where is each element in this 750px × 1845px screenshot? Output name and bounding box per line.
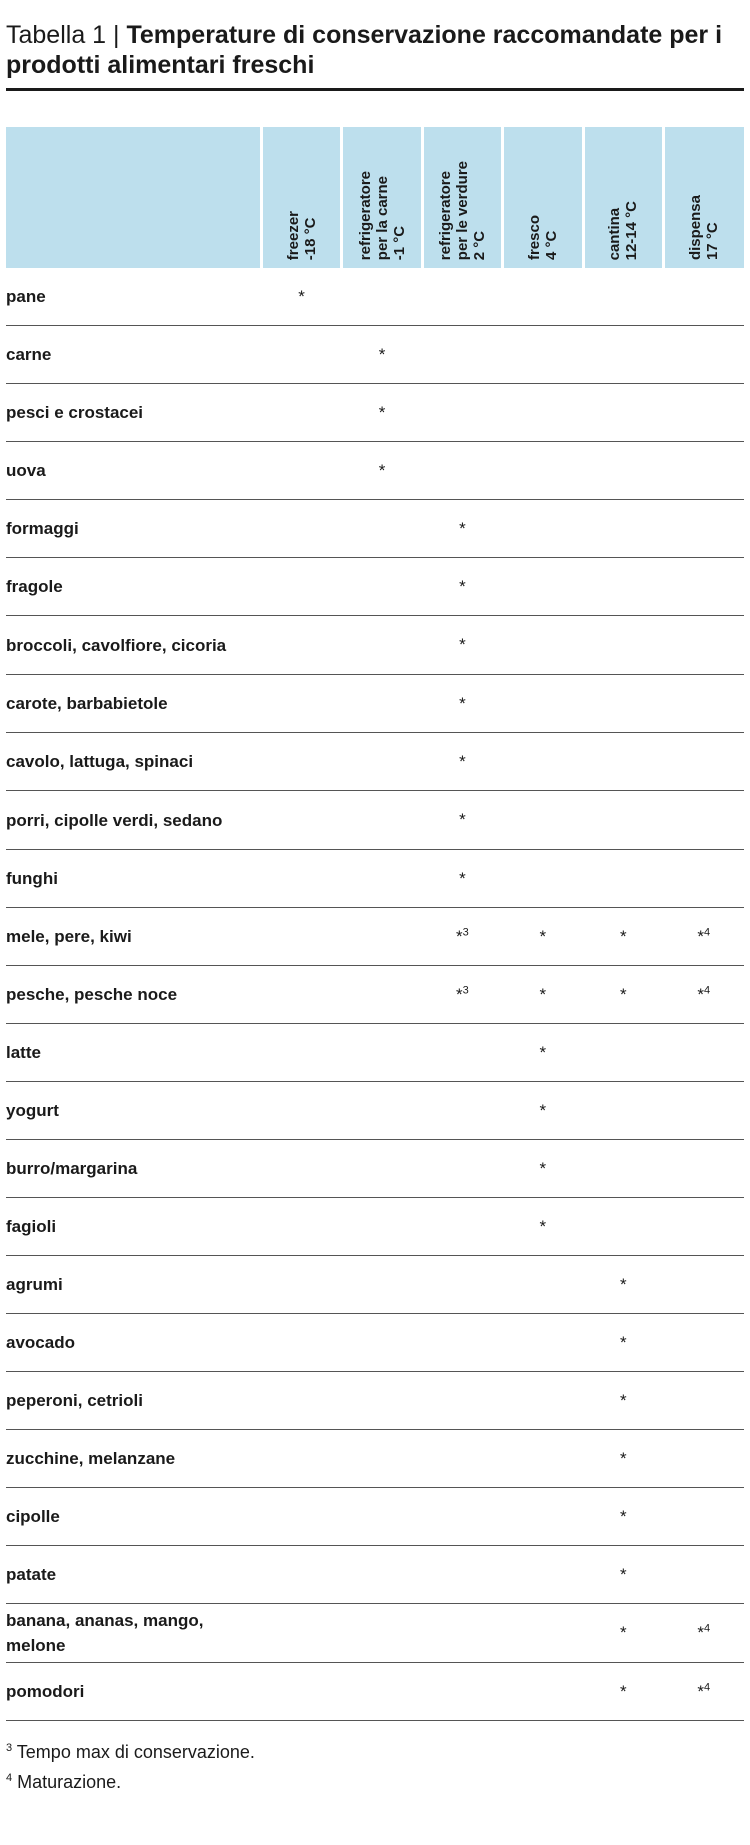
table-row xyxy=(6,1430,744,1488)
asterisk-mark: * xyxy=(697,1681,704,1701)
storage-mark-cell xyxy=(261,1082,341,1140)
column-header-line: -18 °C xyxy=(301,217,319,260)
table-row xyxy=(6,616,744,675)
food-label: fragole xyxy=(6,558,261,616)
asterisk-mark: * xyxy=(619,1390,627,1410)
table-body xyxy=(6,268,744,1721)
storage-mark-cell xyxy=(261,1314,341,1372)
storage-mark-cell xyxy=(503,268,583,326)
asterisk-mark: * xyxy=(459,810,466,829)
storage-mark-cell xyxy=(261,675,341,733)
storage-mark-cell xyxy=(583,268,663,326)
asterisk-mark: * xyxy=(378,402,386,422)
storage-mark-cell xyxy=(663,1082,744,1140)
storage-mark-cell xyxy=(261,1198,341,1256)
storage-mark-cell xyxy=(583,1198,663,1256)
title-separator: | xyxy=(106,21,127,49)
storage-mark-cell xyxy=(261,850,341,908)
storage-mark-cell xyxy=(663,908,744,966)
footnote-ref: 4 xyxy=(703,925,711,938)
footnotes xyxy=(6,1735,255,1795)
column-header-line: 12-14 °C xyxy=(623,200,641,260)
header-row xyxy=(6,127,744,268)
storage-mark-cell xyxy=(663,850,744,908)
storage-temperature-table xyxy=(6,127,744,1721)
asterisk-mark: * xyxy=(619,984,627,1004)
storage-mark-cell xyxy=(342,966,422,1024)
food-label: zucchine, melanzane xyxy=(6,1430,261,1488)
storage-mark-cell xyxy=(663,1256,744,1314)
storage-mark-cell xyxy=(583,791,663,850)
column-header-line: per le verdure xyxy=(453,160,471,260)
storage-mark-cell xyxy=(261,326,341,384)
storage-mark-cell xyxy=(342,1488,422,1546)
storage-mark-cell xyxy=(261,1430,341,1488)
column-header-label xyxy=(437,161,488,260)
storage-mark-cell xyxy=(663,1546,744,1604)
column-header-2 xyxy=(422,127,502,268)
column-header-label xyxy=(526,215,560,260)
column-header-line: fresco xyxy=(525,214,543,260)
storage-mark-cell xyxy=(583,1488,663,1546)
column-header-line: per la carne xyxy=(373,175,391,260)
storage-mark-cell xyxy=(342,1663,422,1721)
column-header-3 xyxy=(503,127,583,268)
storage-mark-cell xyxy=(261,558,341,616)
storage-mark-cell xyxy=(261,1140,341,1198)
food-label: yogurt xyxy=(6,1082,261,1140)
storage-mark-cell xyxy=(261,384,341,442)
table-row xyxy=(6,908,744,966)
table-row xyxy=(6,850,744,908)
table-row xyxy=(6,500,744,558)
storage-mark-cell xyxy=(583,675,663,733)
storage-mark-cell xyxy=(342,1604,422,1663)
storage-mark-cell xyxy=(422,1024,502,1082)
food-label: pomodori xyxy=(6,1663,261,1721)
asterisk-mark: * xyxy=(619,1681,627,1701)
storage-mark-cell xyxy=(503,616,583,675)
storage-mark-cell xyxy=(422,1488,502,1546)
table-row xyxy=(6,442,744,500)
storage-mark-cell xyxy=(261,1256,341,1314)
column-header-line: freezer xyxy=(284,210,302,260)
storage-mark-cell xyxy=(583,500,663,558)
header-blank-cell xyxy=(6,127,261,268)
storage-mark-cell xyxy=(422,1372,502,1430)
storage-mark-cell xyxy=(503,1024,583,1082)
storage-mark-cell xyxy=(583,1024,663,1082)
storage-mark-cell xyxy=(583,442,663,500)
storage-mark-cell xyxy=(583,1314,663,1372)
food-label: porri, cipolle verdi, sedano xyxy=(6,791,261,850)
storage-mark-cell xyxy=(261,966,341,1024)
asterisk-mark: * xyxy=(298,286,305,306)
storage-mark-cell xyxy=(342,1430,422,1488)
storage-mark-cell xyxy=(663,1372,744,1430)
storage-mark-cell xyxy=(503,1430,583,1488)
storage-mark-cell xyxy=(503,1546,583,1604)
storage-mark-cell xyxy=(342,500,422,558)
asterisk-mark: * xyxy=(459,635,466,654)
storage-mark-cell xyxy=(663,1430,744,1488)
food-label: fagioli xyxy=(6,1198,261,1256)
food-label: cavolo, lattuga, spinaci xyxy=(6,733,261,791)
column-header-line: refrigeratore xyxy=(436,170,454,260)
asterisk-mark: * xyxy=(697,984,704,1004)
table-row xyxy=(6,558,744,616)
food-label: agrumi xyxy=(6,1256,261,1314)
storage-mark-cell xyxy=(342,791,422,850)
table-row xyxy=(6,1663,744,1721)
table-title xyxy=(6,20,744,80)
column-header-label xyxy=(687,195,721,260)
storage-mark-cell xyxy=(422,1546,502,1604)
storage-mark-cell xyxy=(503,1663,583,1721)
table-row xyxy=(6,1140,744,1198)
asterisk-mark: * xyxy=(539,926,547,946)
storage-mark-cell xyxy=(422,558,502,616)
storage-mark-cell xyxy=(503,966,583,1024)
storage-mark-cell xyxy=(583,1546,663,1604)
storage-mark-cell xyxy=(663,1140,744,1198)
asterisk-mark: * xyxy=(619,1274,627,1294)
asterisk-mark: * xyxy=(619,1506,627,1526)
storage-mark-cell xyxy=(422,1140,502,1198)
column-header-label xyxy=(357,171,408,260)
asterisk-mark: * xyxy=(619,1332,627,1352)
storage-mark-cell xyxy=(342,1198,422,1256)
food-label: patate xyxy=(6,1546,261,1604)
storage-mark-cell xyxy=(663,558,744,616)
footnote-ref: 4 xyxy=(703,1622,711,1635)
storage-mark-cell xyxy=(583,1256,663,1314)
storage-mark-cell xyxy=(422,442,502,500)
storage-mark-cell xyxy=(422,1256,502,1314)
asterisk-mark: * xyxy=(459,868,466,888)
asterisk-mark: * xyxy=(456,926,463,946)
storage-mark-cell xyxy=(663,1314,744,1372)
storage-mark-cell xyxy=(583,908,663,966)
asterisk-mark: * xyxy=(459,693,466,713)
food-label: banana, ananas, mango, melone xyxy=(6,1604,261,1663)
storage-mark-cell xyxy=(342,850,422,908)
asterisk-mark: * xyxy=(539,1100,547,1120)
title-divider xyxy=(6,88,744,91)
storage-mark-cell xyxy=(583,733,663,791)
storage-mark-cell xyxy=(583,850,663,908)
storage-mark-cell xyxy=(583,966,663,1024)
food-label: pesche, pesche noce xyxy=(6,966,261,1024)
column-header-line: 2 °C xyxy=(470,230,488,260)
column-header-line: -1 °C xyxy=(390,225,408,260)
asterisk-mark: * xyxy=(539,1042,547,1062)
storage-mark-cell xyxy=(342,326,422,384)
storage-mark-cell xyxy=(503,850,583,908)
storage-mark-cell xyxy=(663,384,744,442)
table-row xyxy=(6,384,744,442)
column-header-line: dispensa xyxy=(687,194,705,260)
storage-mark-cell xyxy=(503,1082,583,1140)
column-header-1 xyxy=(342,127,422,268)
table-row xyxy=(6,1024,744,1082)
asterisk-mark: * xyxy=(619,926,627,946)
storage-mark-cell xyxy=(663,500,744,558)
storage-mark-cell xyxy=(503,791,583,850)
storage-mark-cell xyxy=(261,908,341,966)
storage-mark-cell xyxy=(583,1604,663,1663)
asterisk-mark: * xyxy=(619,1623,627,1642)
storage-mark-cell xyxy=(342,1140,422,1198)
food-label: funghi xyxy=(6,850,261,908)
food-label: uova xyxy=(6,442,261,500)
storage-mark-cell xyxy=(583,1663,663,1721)
food-label: pesci e crostacei xyxy=(6,384,261,442)
storage-mark-cell xyxy=(261,1372,341,1430)
storage-mark-cell xyxy=(342,1024,422,1082)
food-label: pane xyxy=(6,268,261,326)
storage-mark-cell xyxy=(422,500,502,558)
table-row xyxy=(6,791,744,850)
column-header-0 xyxy=(261,127,341,268)
storage-mark-cell xyxy=(663,616,744,675)
storage-mark-cell xyxy=(503,733,583,791)
storage-mark-cell xyxy=(663,442,744,500)
asterisk-mark: * xyxy=(378,344,386,364)
storage-mark-cell xyxy=(663,1198,744,1256)
storage-mark-cell xyxy=(342,1082,422,1140)
column-header-line: cantina xyxy=(606,207,624,260)
storage-mark-cell xyxy=(422,326,502,384)
footnote-text: Tempo max di conservazione. xyxy=(12,1742,255,1762)
storage-mark-cell xyxy=(583,616,663,675)
storage-mark-cell xyxy=(503,1372,583,1430)
storage-mark-cell xyxy=(342,1372,422,1430)
storage-mark-cell xyxy=(342,675,422,733)
storage-mark-cell xyxy=(663,966,744,1024)
column-header-label xyxy=(285,211,319,260)
table-row xyxy=(6,1082,744,1140)
storage-mark-cell xyxy=(342,733,422,791)
asterisk-mark: * xyxy=(539,984,547,1004)
storage-mark-cell xyxy=(583,558,663,616)
asterisk-mark: * xyxy=(619,1448,627,1468)
storage-mark-cell xyxy=(342,908,422,966)
column-header-label xyxy=(606,201,640,260)
storage-mark-cell xyxy=(261,268,341,326)
column-header-line: refrigeratore xyxy=(356,170,374,260)
asterisk-mark: * xyxy=(459,576,466,596)
column-header-5 xyxy=(663,127,744,268)
footnote-text: Maturazione. xyxy=(12,1772,122,1792)
storage-mark-cell xyxy=(261,1663,341,1721)
storage-mark-cell xyxy=(663,733,744,791)
storage-mark-cell xyxy=(422,1663,502,1721)
table-row xyxy=(6,1198,744,1256)
food-label: broccoli, cavolfiore, cicoria xyxy=(6,616,261,675)
storage-mark-cell xyxy=(503,442,583,500)
storage-mark-cell xyxy=(342,268,422,326)
asterisk-mark: * xyxy=(697,926,704,946)
storage-mark-cell xyxy=(503,326,583,384)
food-label: burro/margarina xyxy=(6,1140,261,1198)
food-label: latte xyxy=(6,1024,261,1082)
storage-mark-cell xyxy=(261,1604,341,1663)
storage-mark-cell xyxy=(503,1198,583,1256)
storage-mark-cell xyxy=(422,850,502,908)
storage-mark-cell xyxy=(261,1488,341,1546)
table-row xyxy=(6,268,744,326)
storage-mark-cell xyxy=(583,1372,663,1430)
footnote-ref: 3 xyxy=(462,983,469,996)
storage-mark-cell xyxy=(503,675,583,733)
table-title-block xyxy=(6,20,744,80)
storage-mark-cell xyxy=(663,268,744,326)
footnote-ref: 4 xyxy=(703,1680,711,1693)
table-row xyxy=(6,966,744,1024)
storage-mark-cell xyxy=(663,675,744,733)
table-header xyxy=(6,127,744,268)
table-row xyxy=(6,733,744,791)
asterisk-mark: * xyxy=(697,1623,704,1642)
storage-mark-cell xyxy=(503,1256,583,1314)
storage-mark-cell xyxy=(342,384,422,442)
storage-mark-cell xyxy=(422,1198,502,1256)
storage-mark-cell xyxy=(342,616,422,675)
storage-mark-cell xyxy=(261,791,341,850)
footnote xyxy=(6,1735,255,1765)
storage-mark-cell xyxy=(261,500,341,558)
table-number: Tabella 1 xyxy=(6,21,107,49)
food-label: peperoni, cetrioli xyxy=(6,1372,261,1430)
storage-mark-cell xyxy=(422,384,502,442)
storage-mark-cell xyxy=(422,791,502,850)
asterisk-mark: * xyxy=(456,984,463,1004)
storage-mark-cell xyxy=(342,442,422,500)
storage-mark-cell xyxy=(422,616,502,675)
storage-mark-cell xyxy=(503,908,583,966)
storage-mark-cell xyxy=(261,733,341,791)
storage-mark-cell xyxy=(503,1314,583,1372)
storage-mark-cell xyxy=(342,1546,422,1604)
storage-mark-cell xyxy=(583,326,663,384)
asterisk-mark: * xyxy=(539,1216,547,1236)
food-label: carote, barbabietole xyxy=(6,675,261,733)
storage-mark-cell xyxy=(583,1430,663,1488)
storage-mark-cell xyxy=(663,1024,744,1082)
storage-mark-cell xyxy=(422,1082,502,1140)
footnote xyxy=(6,1765,255,1795)
table-row xyxy=(6,675,744,733)
storage-mark-cell xyxy=(261,616,341,675)
storage-mark-cell xyxy=(422,675,502,733)
food-label: mele, pere, kiwi xyxy=(6,908,261,966)
footnote-ref: 3 xyxy=(462,925,469,938)
asterisk-mark: * xyxy=(378,460,386,480)
asterisk-mark: * xyxy=(459,518,466,538)
food-label: formaggi xyxy=(6,500,261,558)
storage-mark-cell xyxy=(503,1140,583,1198)
storage-mark-cell xyxy=(422,966,502,1024)
storage-mark-cell xyxy=(422,1604,502,1663)
storage-mark-cell xyxy=(503,1604,583,1663)
table-row xyxy=(6,1256,744,1314)
table-row xyxy=(6,1314,744,1372)
storage-mark-cell xyxy=(583,1140,663,1198)
storage-mark-cell xyxy=(261,442,341,500)
table-row xyxy=(6,326,744,384)
storage-mark-cell xyxy=(503,558,583,616)
storage-mark-cell xyxy=(342,1256,422,1314)
storage-mark-cell xyxy=(503,384,583,442)
food-label: cipolle xyxy=(6,1488,261,1546)
table-heading: Temperature di conservazione raccomandate per i prodotti alimentari freschi xyxy=(6,21,723,79)
storage-mark-cell xyxy=(342,1314,422,1372)
footnote-number: 3 xyxy=(6,1742,13,1754)
storage-mark-cell xyxy=(342,558,422,616)
storage-mark-cell xyxy=(422,1430,502,1488)
column-header-line: 17 °C xyxy=(704,222,722,260)
storage-mark-cell xyxy=(503,1488,583,1546)
asterisk-mark: * xyxy=(619,1564,627,1584)
storage-mark-cell xyxy=(261,1546,341,1604)
storage-mark-cell xyxy=(422,908,502,966)
storage-mark-cell xyxy=(422,268,502,326)
footnote-number: 4 xyxy=(6,1772,13,1784)
storage-mark-cell xyxy=(663,1663,744,1721)
asterisk-mark: * xyxy=(539,1158,547,1178)
footnote-ref: 4 xyxy=(703,983,711,996)
table-row xyxy=(6,1488,744,1546)
table-row xyxy=(6,1546,744,1604)
storage-mark-cell xyxy=(583,384,663,442)
food-label: avocado xyxy=(6,1314,261,1372)
storage-mark-cell xyxy=(261,1024,341,1082)
column-header-line: 4 °C xyxy=(542,230,560,260)
storage-mark-cell xyxy=(663,1604,744,1663)
table-row xyxy=(6,1372,744,1430)
table-row xyxy=(6,1604,744,1663)
column-header-4 xyxy=(583,127,663,268)
food-label: carne xyxy=(6,326,261,384)
storage-mark-cell xyxy=(422,1314,502,1372)
storage-mark-cell xyxy=(663,326,744,384)
storage-mark-cell xyxy=(583,1082,663,1140)
storage-mark-cell xyxy=(503,500,583,558)
storage-mark-cell xyxy=(663,1488,744,1546)
storage-mark-cell xyxy=(422,733,502,791)
asterisk-mark: * xyxy=(459,751,466,771)
storage-mark-cell xyxy=(663,791,744,850)
